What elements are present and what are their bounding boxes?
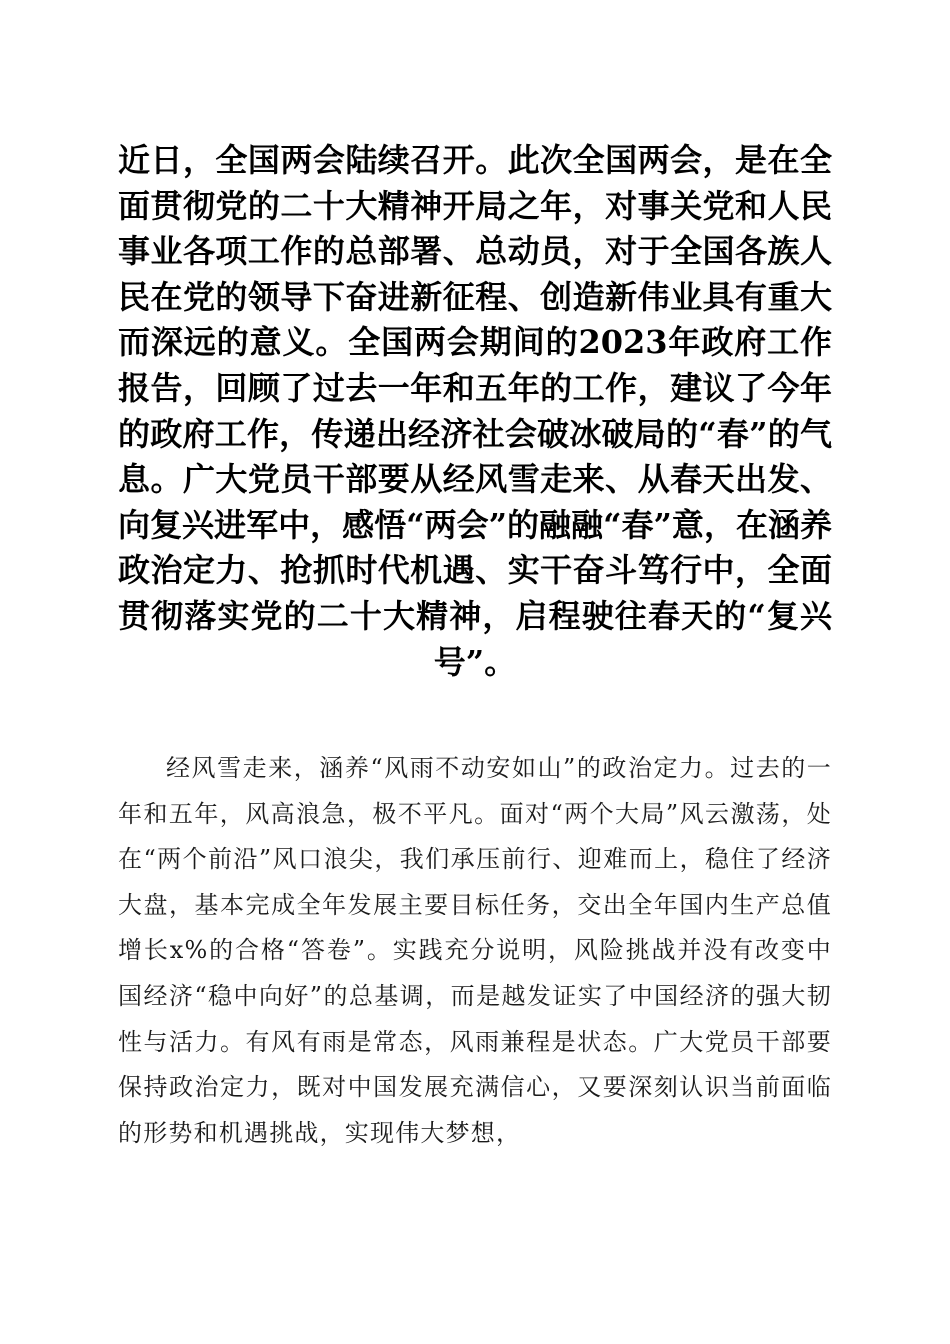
body-paragraph: 经风雪走来，涵养“风雨不动安如山”的政治定力。过去的一年和五年，风高浪急，极不平凡。面对“两个大局”风云激荡，处在“两个前沿”风口浪尖，我们承压前行、迎难而上，稳住了经济大盘，基本完成全年发展主要目标任务，交出全年国内生产总值增长x%的合格“答卷”。实践充分说明，风险挑战并没有改变中国经济“稳中向好”的总基调，而是越发证实了中国经济的强大韧性与活力。有风有雨是常态，风雨兼程是状态。广大党员干部要保持政治定力，既对中国发展充满信心，又要深刻认识当前面临的形势和机遇挑战，实现伟大梦想，	[118, 754, 832, 1147]
lead-paragraph: 近日，全国两会陆续召开。此次全国两会，是在全面贯彻党的二十大精神开局之年，对事关党和人民事业各项工作的总部署、总动员，对于全国各族人民在党的领导下奋进新征程、创造新伟业具有重大而深远的意义。全国两会期间的2023年政府工作报告，回顾了过去一年和五年的工作，建议了今年的政府工作，传递出经济社会破冰破局的“春”的气息。广大党员干部要从经风雪走来、从春天出发、向复兴进军中，感悟“两会”的融融“春”意，在涵养政治定力、抢抓时代机遇、实干奋斗笃行中，全面贯彻落实党的二十大精神，启程驶往春天的“复兴号”。	[118, 141, 832, 681]
